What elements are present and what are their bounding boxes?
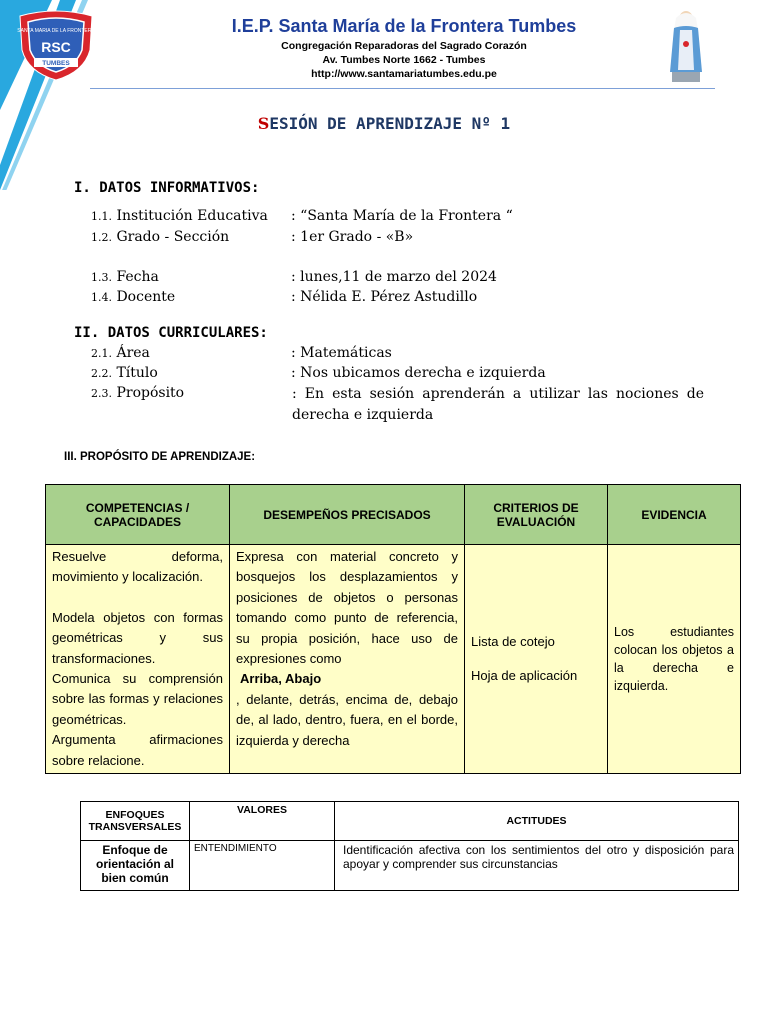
cell-valor: ENTENDIMIENTO (190, 841, 335, 891)
header-desempenos: DESEMPEÑOS PRECISADOS (230, 485, 465, 545)
cell-desempenos (230, 545, 465, 774)
cell-evidencia: Los estudiantes colocan los objetos a la derecha e izquierda. (608, 545, 741, 774)
cell-criterios (465, 545, 608, 774)
info-value-docente: : Nélida E. Pérez Astudillo (291, 289, 478, 305)
header-actitudes: ACTITUDES (335, 802, 739, 841)
info-row-docente (91, 289, 175, 305)
header-criterios: CRITERIOS DE EVALUACIÓN (465, 485, 608, 545)
curricular-value-titulo: : Nos ubicamos derecha e izquierda (291, 365, 546, 381)
capacidad-comunica: Comunica su comprensión sobre las formas y relaciones geométricas. (52, 671, 223, 727)
row-number: 1.1. (91, 210, 112, 223)
header-divider (90, 88, 715, 89)
header-evidencia: EVIDENCIA (608, 485, 741, 545)
desempeno-text: Expresa con material concreto y bosquejos los desplazamientos y posiciones de objetos o personas tomando como punto de referencia, su propia posición, hace uso de expresiones como (236, 549, 458, 667)
cell-actitud: Identificación afectiva con los sentimientos del otro y disposición para apoyar y comprender sus circunstancias (335, 841, 739, 891)
header-valores: VALORES (190, 802, 335, 841)
session-title (0, 114, 768, 133)
curricular-row-area (91, 345, 150, 361)
info-value-institucion: : “Santa María de la Frontera “ (291, 208, 513, 224)
row-number: 1.2. (91, 231, 112, 244)
school-address: Av. Tumbes Norte 1662 - Tumbes (322, 54, 486, 66)
row-label: Área (116, 345, 150, 361)
row-label: Docente (116, 289, 176, 305)
header-enfoques: ENFOQUES TRANSVERSALES (81, 802, 190, 841)
row-number: 2.2. (91, 367, 112, 380)
row-number: 2.1. (91, 347, 112, 360)
info-row-institucion (91, 208, 268, 224)
table-row (81, 841, 739, 891)
curricular-row-proposito (91, 385, 184, 401)
info-row-fecha (91, 269, 159, 285)
curricular-value-area: : Matemáticas (291, 345, 392, 361)
table-row (46, 545, 741, 774)
info-value-fecha: : lunes,11 de marzo del 2024 (291, 269, 497, 285)
desempeno-text-continued: , delante, detrás, encima de, debajo de, al lado, dentro, fuera, en el borde, izquierda y derecha (236, 691, 458, 748)
desempeno-bold-text: Arriba, Abajo (240, 671, 322, 687)
congregation-name: Congregación Reparadoras del Sagrado Corazón (281, 40, 527, 52)
svg-text:SANTA MARIA DE LA FRONTERA: SANTA MARIA DE LA FRONTERA (17, 28, 95, 34)
row-number: 1.3. (91, 271, 112, 284)
table-header-row (81, 802, 739, 841)
info-value-grado: : 1er Grado - «B» (291, 229, 414, 245)
row-number: 1.4. (91, 291, 112, 304)
row-label: Fecha (116, 269, 159, 285)
table-header-row (46, 485, 741, 545)
section-datos-informativos-heading: I. DATOS INFORMATIVOS: (74, 180, 260, 196)
title-rest: ESIÓN DE APRENDIZAJE Nº 1 (269, 114, 511, 133)
school-name: I.E.P. Santa María de la Frontera Tumbes (231, 16, 577, 36)
row-number: 2.3. (91, 387, 112, 400)
cell-enfoque: Enfoque de orientación al bien común (81, 841, 190, 891)
section-datos-curriculares-heading: II. DATOS CURRICULARES: (74, 325, 268, 341)
section-proposito-aprendizaje-heading: III. PROPÓSITO DE APRENDIZAJE: (64, 451, 256, 463)
learning-purpose-table (45, 484, 741, 774)
curricular-row-titulo (91, 365, 158, 381)
cell-competencias (46, 545, 230, 774)
svg-text:TUMBES: TUMBES (42, 60, 70, 67)
row-label: Título (116, 365, 158, 381)
enfoques-transversales-table (80, 801, 739, 891)
school-logo (16, 10, 96, 82)
row-label: Propósito (116, 385, 185, 401)
criterio-lista-cotejo: Lista de cotejo (471, 633, 555, 649)
curricular-value-proposito: : En esta sesión aprenderán a utilizar las nociones de derecha e izquierda (292, 386, 704, 423)
info-row-grado (91, 229, 229, 245)
capacidad-argumenta: Argumenta afirmaciones sobre relacione. (52, 732, 223, 768)
capacidad-modela: Modela objetos con formas geométricas y sus transformaciones. (52, 609, 223, 666)
row-label: Grado - Sección (116, 229, 230, 245)
criterio-hoja-aplicacion: Hoja de aplicación (471, 668, 578, 684)
school-website-link[interactable]: http://www.santamariatumbes.edu.pe (311, 68, 497, 80)
header-competencias: COMPETENCIAS / CAPACIDADES (46, 485, 230, 545)
row-label: Institución Educativa (116, 208, 268, 224)
title-first-letter: S (257, 114, 270, 133)
svg-text:RSC: RSC (41, 39, 71, 55)
competencia-resuelve: Resuelve deforma, movimiento y localización. (52, 549, 223, 585)
